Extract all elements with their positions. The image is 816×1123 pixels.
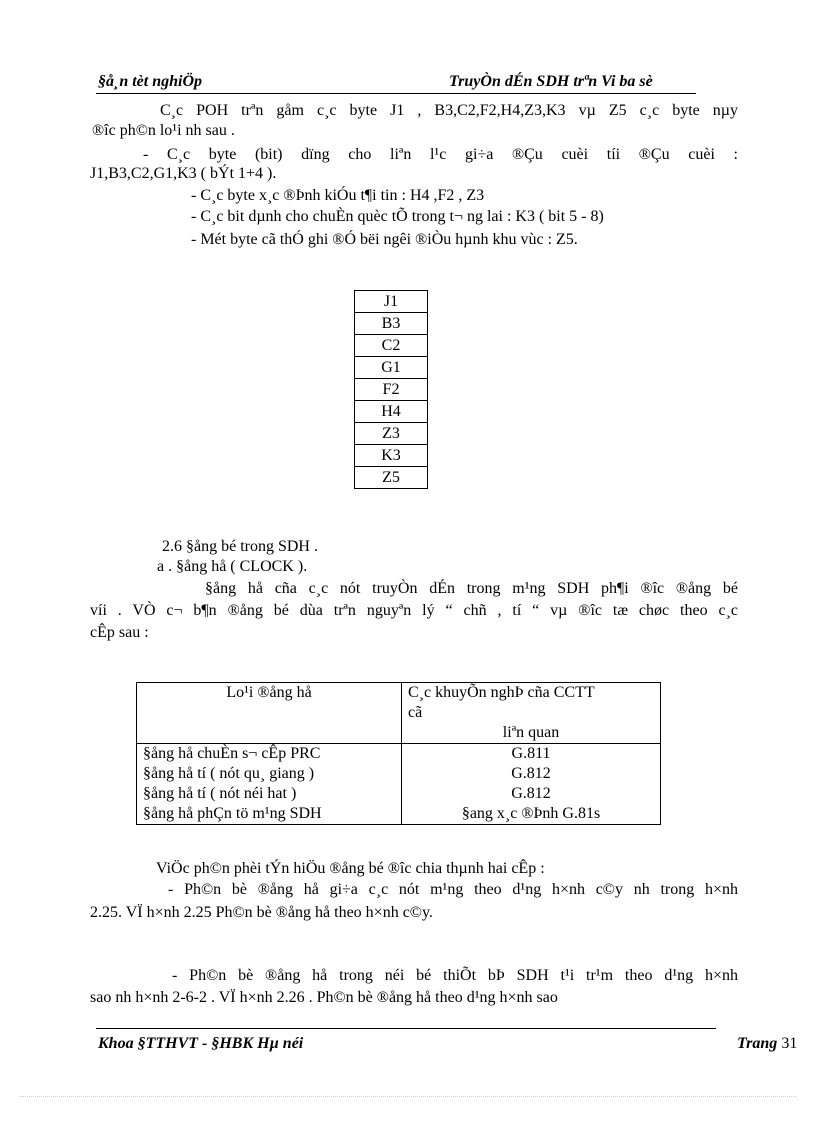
byte-cell: G1: [355, 357, 428, 379]
section-subtitle: a . §ång hå ( CLOCK ).: [157, 558, 308, 575]
header-left-title: §å¸n tèt nghiÖp: [98, 73, 203, 90]
header-divider: [96, 93, 696, 94]
clock-header-rec-line-3: liªn quan: [502, 724, 560, 741]
clock-header-rec-line-1: C¸c khuyÕn nghÞ cña CCTT: [408, 684, 595, 701]
distribution-bullet-2-line-1: - Ph©n bè ®ång hå trong néi bé thiÕt bÞ SDH t¹i tr¹m theo d¹ng h×nh: [172, 967, 738, 984]
byte-cell: Z3: [355, 423, 428, 445]
intro-bullet-3: - C¸c bit dµnh cho chuÈn quèc tÕ trong t¬ ng lai : K3 ( bit 5 - 8): [191, 208, 604, 225]
clock-type-cell: §ång hå tí ( nót néi hat ): [137, 784, 402, 804]
clock-header-type: Lo¹i ®ång hå: [137, 683, 402, 744]
section-para-line-1: §ång hå cña c¸c nót truyÒn dÉn trong m¹ng SDH ph¶i ®îc ®ång bé: [205, 580, 738, 597]
clock-rec-cell: G.812: [402, 764, 661, 784]
section-para-line-2: víi . VÒ c¬ b¶n ®ång bé dùa trªn nguyªn lý “ chñ , tí “ vµ ®îc tæ chøc theo c¸c: [90, 602, 738, 619]
footer-page: [737, 1034, 797, 1054]
byte-cell: J1: [355, 291, 428, 313]
intro-bullet-4: - Mét byte cã thÓ ghi ®Ó bëi ngêi ®iÒu hµnh khu vùc : Z5.: [191, 231, 578, 248]
clock-type-cell: §ång hå tí ( nót qu¸ giang ): [137, 764, 402, 784]
section-para-line-3: cÊp sau :: [90, 624, 149, 641]
clock-header-rec-line-2: cã: [408, 704, 423, 721]
clock-type-cell: §ång hå phÇn tö m¹ng SDH: [137, 804, 402, 825]
clock-type-cell: §ång hå chuÈn s¬ cÊp PRC: [137, 744, 402, 765]
intro-bullet-1-line-2: J1,B3,C2,G1,K3 ( bÝt 1+4 ).: [90, 165, 277, 182]
bottom-dotted-rule: [20, 1096, 796, 1097]
distribution-line-1: ViÖc ph©n phèi tÝn hiÖu ®ång bé ®îc chia thµnh hai cÊp :: [156, 860, 545, 877]
clock-rec-cell: G.812: [402, 784, 661, 804]
poh-byte-table: [354, 290, 428, 489]
table-row: [137, 744, 661, 765]
byte-cell: B3: [355, 313, 428, 335]
header-right-title: TruyÒn dÉn SDH trªn Vi ba sè: [449, 73, 653, 90]
table-row: [137, 764, 661, 784]
intro-bullet-2: - C¸c byte x¸c ®Þnh kiÓu t¶i tin : H4 ,F2 , Z3: [191, 187, 485, 204]
table-row: [137, 804, 661, 825]
section-title: 2.6 §ång bé trong SDH .: [162, 538, 318, 555]
intro-line-2: ®îc ph©n lo¹i nh sau .: [92, 122, 235, 139]
footer-page-number: 31: [781, 1035, 798, 1052]
table-row: [137, 784, 661, 804]
distribution-bullet-2-line-2: sao nh h×nh 2-6-2 . VÏ h×nh 2.26 . Ph©n bè ®ång hå theo d¹ng h×nh sao: [90, 989, 558, 1006]
byte-cell: C2: [355, 335, 428, 357]
footer-divider: [96, 1028, 716, 1029]
clock-rec-cell: G.811: [402, 744, 661, 765]
clock-header-recommendation: [402, 683, 661, 744]
footer-department: Khoa §TTHVT - §HBK Hµ néi: [98, 1035, 304, 1052]
clock-types-table: [136, 682, 661, 825]
footer-page-label: Trang: [737, 1035, 778, 1052]
byte-cell: K3: [355, 445, 428, 467]
byte-cell: Z5: [355, 467, 428, 489]
intro-line-1: C¸c POH trªn gåm c¸c byte J1 , B3,C2,F2,H4,Z3,K3 vµ Z5 c¸c byte nµy: [160, 102, 738, 119]
clock-rec-cell: §ang x¸c ®Þnh G.81s: [402, 804, 661, 825]
byte-cell: H4: [355, 401, 428, 423]
distribution-bullet-1-line-1: - Ph©n bè ®ång hå gi÷a c¸c nót m¹ng theo d¹ng h×nh c©y nh trong h×nh: [168, 881, 738, 898]
distribution-bullet-1-line-2: 2.25. VÏ h×nh 2.25 Ph©n bè ®ång hå theo h×nh c©y.: [90, 904, 433, 921]
intro-bullet-1-line-1: - C¸c byte (bit) dïng cho liªn l¹c gi÷a ®Çu cuèi tíi ®Çu cuèi :: [143, 146, 738, 163]
byte-cell: F2: [355, 379, 428, 401]
